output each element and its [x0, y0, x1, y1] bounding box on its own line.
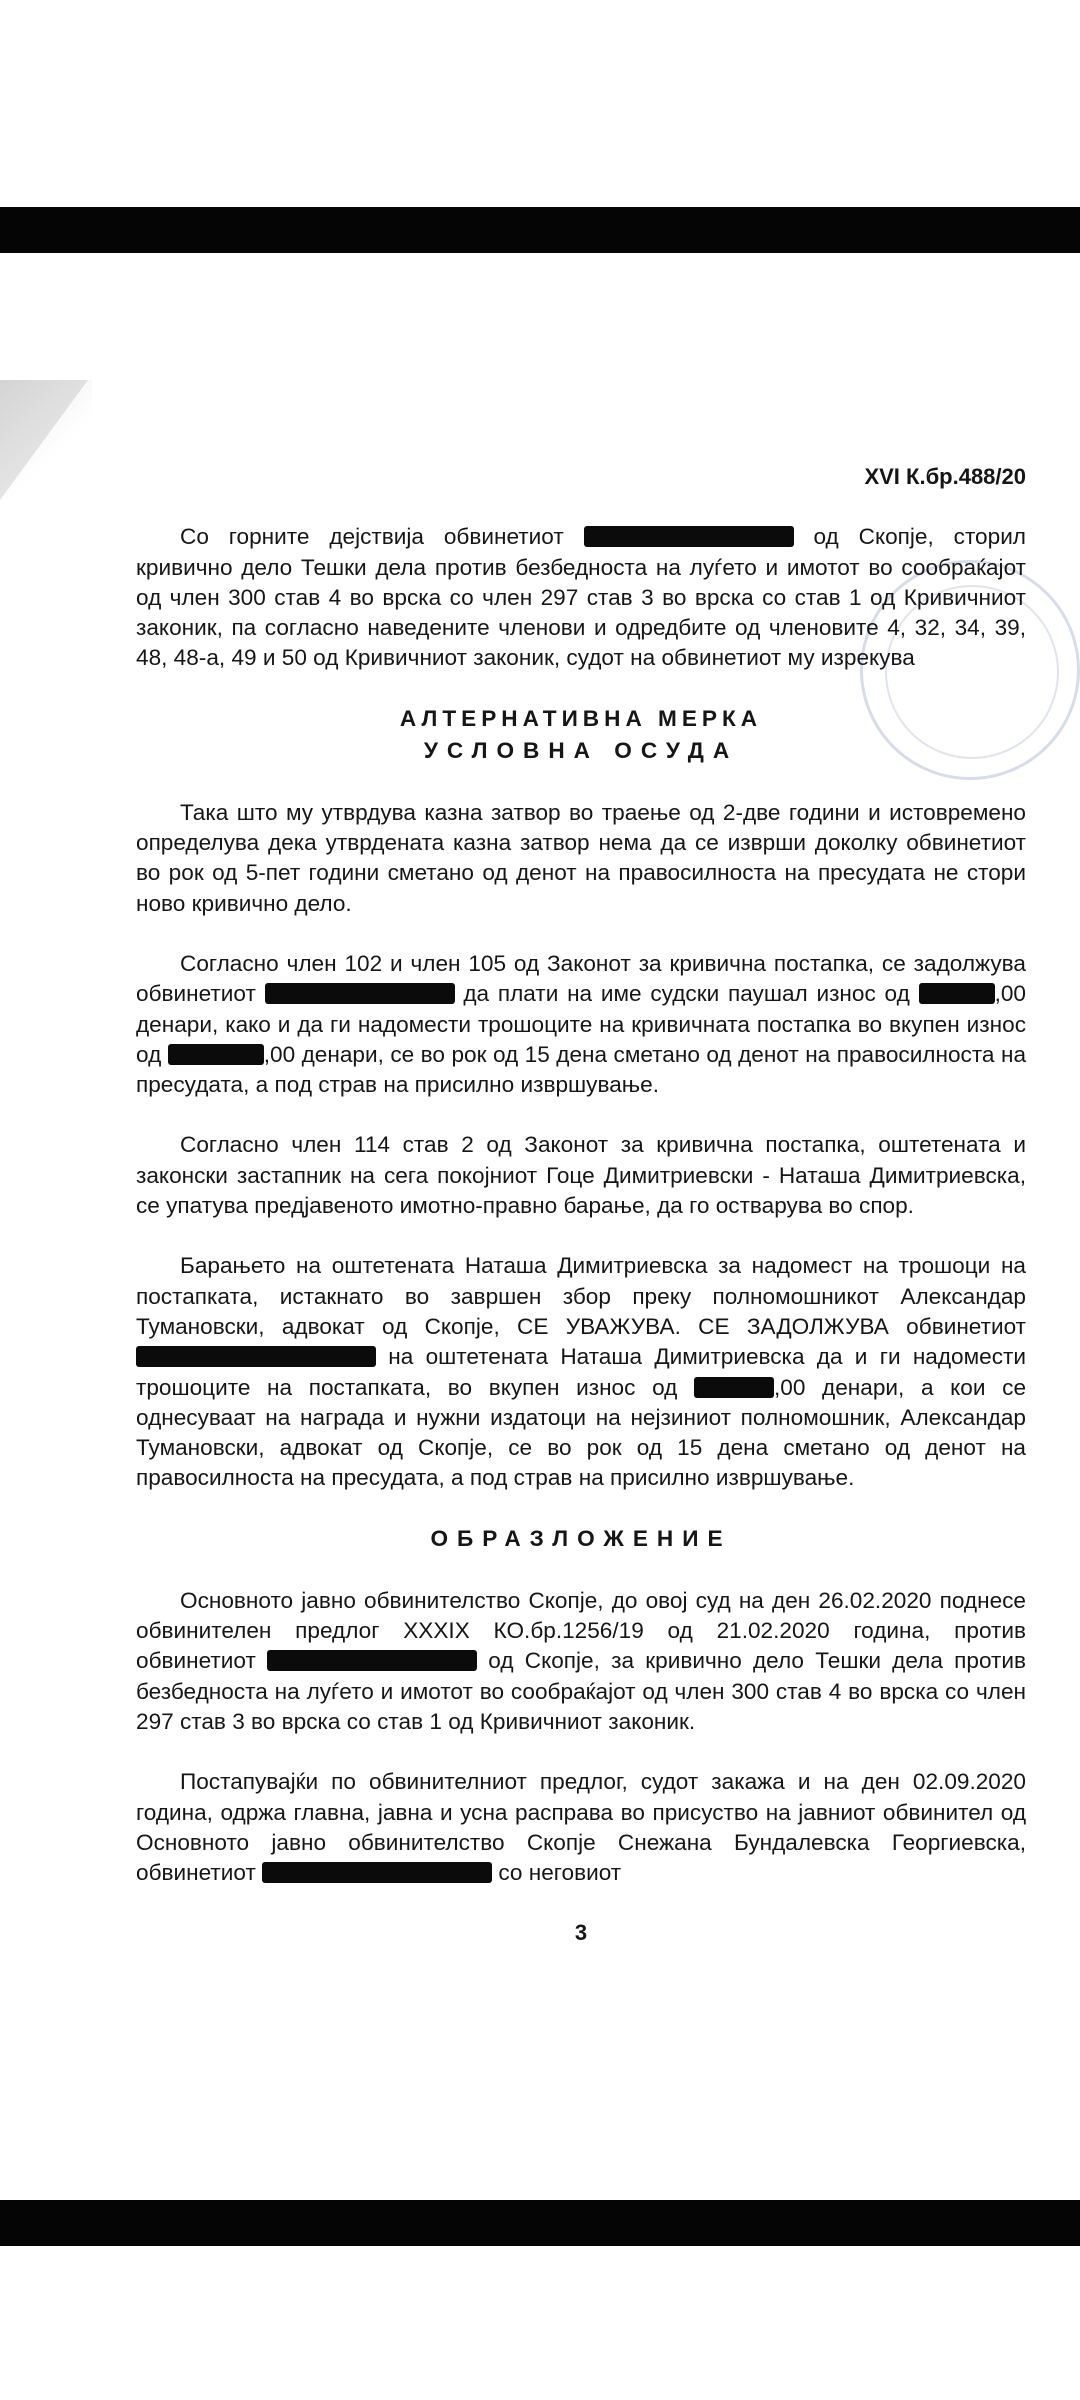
- paragraph-offense: Со горните дејствија обвинетиот од Скопје, сторил кривично дело Тешки дела против безбедноста на луѓето и имотот во сообраќајот од член 300 став 4 во врска со член 297 став 3 во врска со став 1 од Кривичниот законик, па согласно наведените членови и одредбите од членовите 4, 32, 34, 39, 48, 48-а, 49 и 50 од Кривичниот законик, судот на обвинетиот му изрекува: [136, 524, 1026, 671]
- page-number: 3: [574, 1920, 588, 1946]
- redacted-name: [265, 983, 455, 1004]
- redacted-name: [136, 1346, 376, 1367]
- paragraph-damages-claim: Барањето на оштетената Наташа Димитриевска за надомест на трошоци на постапката, истакнато во завршен збор преку полномошникот Александар Тумановски, адвокат од Скопје, СЕ УВАЖУВА. СЕ ЗАДОЛЖУВА обвинетиот на оштетената Наташа Димитриевска да и ги надомести трошоците на постапката, во вкупен износ од ,00 денари, а кои се однесуваат на награда и нужни издатоци на нејзиниот полномошник, Александар Тумановски, адвокат од Скопје, се во рок од 15 дена сметано од денот на правосилноста на пресудата, а под страв на присилно извршување.: [136, 1253, 1027, 1491]
- paragraph-hearing: Постапувајќи по обвинителниот предлог, судот закажа и на ден 02.09.2020 година, одржа главна, јавна и усна расправа во присуство на јавниот обвинител од Основното јавно обвинителство Скопје Снежана Бундалевска Георгиевска, обвинетиот со неговиот: [136, 1769, 1026, 1886]
- bottom-black-bar: [0, 2200, 1080, 2246]
- page-corner-shadow: [0, 380, 92, 508]
- heading-reasoning: ОБРАЗЛОЖЕНИЕ: [430, 1525, 732, 1551]
- redacted-name: [584, 526, 794, 547]
- redacted-amount: [694, 1377, 774, 1398]
- paragraph-sentence: Така што му утврдува казна затвор во траење од 2-две години и истовремено определува дека утврдената казна затвор нема да се изврши доколку обвинетиот во рок од 5-пет години сметано од денот на правосилноста на пресудата не стори ново кривично дело.: [136, 799, 1026, 916]
- redacted-amount: [919, 983, 995, 1004]
- heading-alternative-measure: АЛТЕРНАТИВНА МЕРКА: [399, 705, 763, 731]
- top-black-bar: [0, 207, 1080, 253]
- document-text: [136, 440, 1026, 1949]
- paragraph-costs: Согласно член 102 и член 105 од Законот за кривична постапка, се задолжува обвинетиот да плати на име судски паушал износ од ,00 денари, како и да ги надомести трошоците на кривичната постапка во вкупен износ од ,00 денари, се во рок од 15 дена сметано од денот на правосилноста на пресудата, а под страв на присилно извршување.: [136, 950, 1027, 1098]
- redacted-name: [262, 1862, 492, 1883]
- paragraph-indictment: Основното јавно обвинителство Скопје, до овој суд на ден 26.02.2020 поднесе обвинителен предлог XXXIX КО.бр.1256/19 од 21.02.2020 година, против обвинетиот од Скопје, за кривично дело Тешки дела против безбедноста на луѓето и имотот во сообраќајот од член 300 став 4 во врска со член 297 став 3 во врска со став 1 од Кривичниот законик.: [136, 1587, 1026, 1734]
- case-reference: XVI К.бр.488/20: [864, 464, 1026, 489]
- redacted-name: [267, 1650, 477, 1671]
- redacted-amount: [168, 1044, 264, 1065]
- heading-conditional-sentence: УСЛОВНА ОСУДА: [423, 737, 739, 763]
- paragraph-property-claim: Согласно член 114 став 2 од Законот за кривична постапка, оштетената и законски застапник на сега покојниот Гоце Димитриевски - Наташа Димитриевска, се упатува предјавеното имотно-правно барање, да го остварува во спор.: [136, 1132, 1026, 1219]
